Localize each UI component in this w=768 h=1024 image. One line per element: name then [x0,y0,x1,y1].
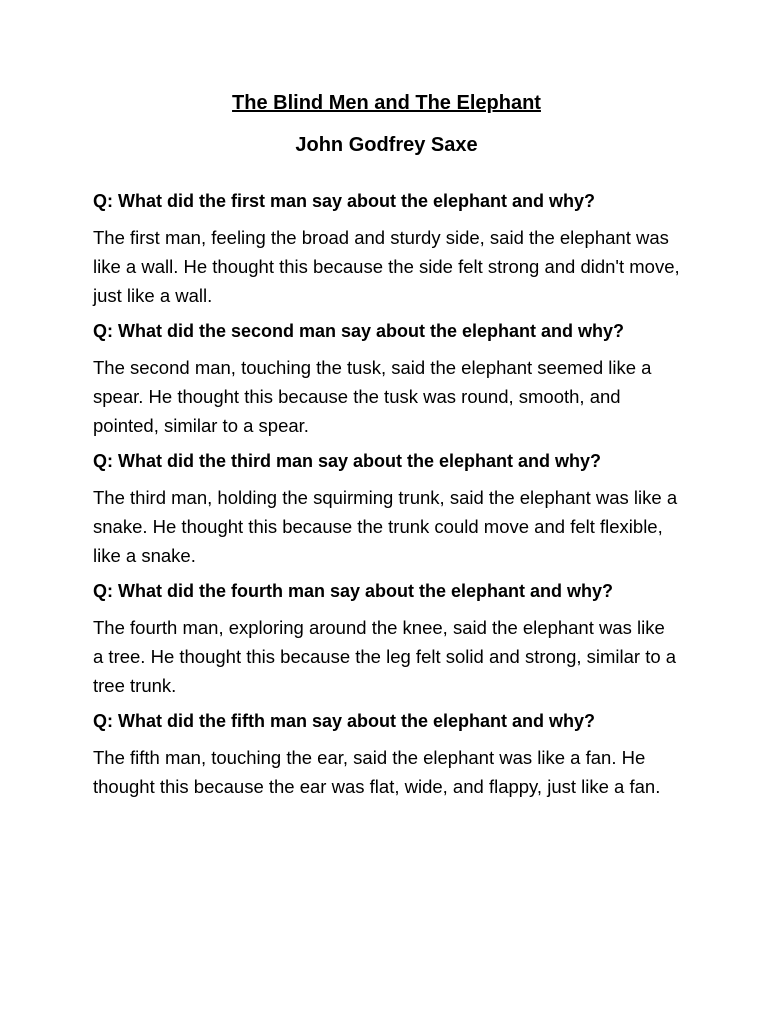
qa-item [93,707,680,801]
question-text: Q: What did the third man say about the elephant and why? [93,451,602,471]
answer-text: The third man, holding the squirming trunk, said the elephant was like a snake. He thought this because the trunk could move and felt flexible, like a snake. [93,487,678,566]
qa-item [93,317,680,440]
qa-list [93,187,680,801]
question-text: Q: What did the fourth man say about the elephant and why? [93,581,614,601]
answer-text: The fourth man, exploring around the knee, said the elephant was like a tree. He thought this because the leg felt solid and strong, similar to a tree trunk. [93,617,677,696]
question-text: Q: What did the second man say about the elephant and why? [93,321,625,341]
question-text: Q: What did the first man say about the elephant and why? [93,191,596,211]
qa-item [93,187,680,310]
answer-text: The fifth man, touching the ear, said the elephant was like a fan. He thought this because the ear was flat, wide, and flappy, just like a fan. [93,747,661,797]
answer-text: The first man, feeling the broad and sturdy side, said the elephant was like a wall. He thought this because the side felt strong and didn't move, just like a wall. [93,227,680,306]
qa-item [93,447,680,570]
document-author: John Godfrey Saxe [295,134,478,156]
document-title: The Blind Men and The Elephant [232,92,541,114]
question-text: Q: What did the fifth man say about the elephant and why? [93,711,596,731]
answer-text: The second man, touching the tusk, said the elephant seemed like a spear. He thought this because the tusk was round, smooth, and pointed, similar to a spear. [93,357,652,436]
qa-item [93,577,680,700]
